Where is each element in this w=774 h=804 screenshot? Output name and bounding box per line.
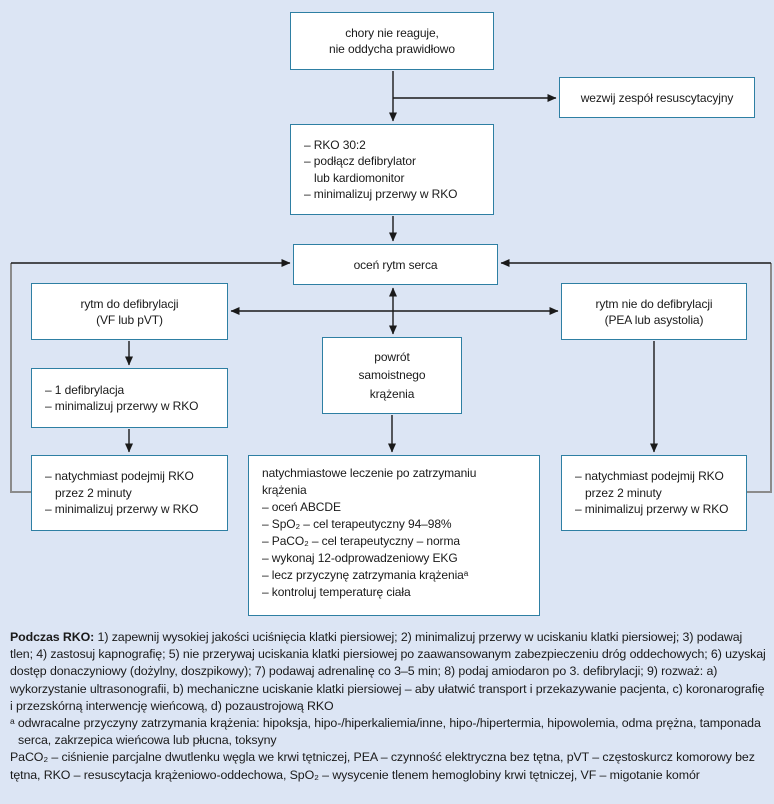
loop-left <box>11 263 31 492</box>
box-label: wezwij zespół resuscytacyjny <box>580 90 734 105</box>
box-start-cpr <box>290 124 494 215</box>
box-line: – RKO 30:2 <box>304 137 366 152</box>
box-resume-cpr-left <box>31 455 228 531</box>
box-line: rytm nie do defibrylacji <box>595 296 713 311</box>
box-non-shockable-rhythm <box>561 283 747 340</box>
notes-block <box>10 629 766 784</box>
box-line: – natychmiast podejmij RKO <box>45 469 194 484</box>
box-line: rytm do defibrylacji <box>80 296 179 311</box>
box-line: krążenia <box>369 386 415 401</box>
box-line: krążenia <box>262 483 307 497</box>
loop-right <box>747 263 771 492</box>
box-line: przez 2 minuty <box>585 485 662 500</box>
box-line: – natychmiast podejmij RKO <box>575 469 724 484</box>
box-line: – minimalizuj przerwy w RKO <box>45 399 199 413</box>
box-line: natychmiastowe leczenie po zatrzymaniu <box>262 466 477 480</box>
box-line: – kontroluj temperaturę ciała <box>262 585 411 599</box>
box-line: – SpO₂ – cel terapeutyczny 94–98% <box>262 517 452 531</box>
box-line: (PEA lub asystolia) <box>604 312 704 327</box>
box-rosc <box>322 337 462 414</box>
box-line: (VF lub pVT) <box>96 312 163 327</box>
box-line: nie oddycha prawidłowo <box>329 42 455 56</box>
box-line: przez 2 minuty <box>55 485 132 500</box>
box-line: chory nie reaguje, <box>345 26 439 40</box>
box-line: lub kardiomonitor <box>314 170 405 185</box>
box-deliver-shock <box>31 368 228 428</box>
box-resume-cpr-right <box>561 455 747 531</box>
reversible-causes-footnote: ᵃ odwracalne przyczyny zatrzymania krążenia: hipoksja, hipo-/hiperkaliemia/inne, hipo-/hipertermia, hipowolemia, odma prężna, tamponada serca, zakrzepica wieńcowa lub płucna, toksyny <box>10 716 761 748</box>
during-cpr-text: 1) zapewnij wysokiej jakości uciśnięcia klatki piersiowej; 2) minimalizuj przerwy w uciskaniu klatki piersiowej; 3) podawaj tlen; 4) zastosuj kapnografię; 5) nie przerywaj uciskania klatki piersiowej po zaawansowanym zabezpieczeniu dróg oddechowych; 6) uzyskaj dostęp donaczyniowy (dożylny, doszpikowy); 7) podawaj adrenalinę co 3–5 min; 8) podaj amiodaron po 3. defibrylacji; 9) rozważ: a) wykorzystanie ultrasonografii, b) mechaniczne uciskanie klatki piersiowej – aby ułatwić transport i przekazywanie pacjenta, c) koronarografię i przezskórną interwencję wieńcową, d) pozaustrojową RKO <box>10 630 766 713</box>
box-post-arrest-care <box>248 455 540 616</box>
box-line: – minimalizuj przerwy w RKO <box>304 187 458 201</box>
box-line: – lecz przyczynę zatrzymania krążeniaᵃ <box>262 568 469 582</box>
box-call-resuscitation-team <box>559 77 755 118</box>
box-line: – 1 defibrylacja <box>45 382 125 397</box>
during-cpr-lead: Podczas RKO: <box>10 630 95 644</box>
box-patient-unresponsive <box>290 12 494 70</box>
box-line: – PaCO₂ – cel terapeutyczny – norma <box>262 534 460 548</box>
during-cpr-note <box>10 629 766 715</box>
box-assess-rhythm <box>293 244 498 285</box>
box-line: powrót <box>374 349 410 364</box>
box-line: – podłącz defibrylator <box>304 154 416 168</box>
box-line: – minimalizuj przerwy w RKO <box>45 502 199 517</box>
box-line: – minimalizuj przerwy w RKO <box>575 502 729 517</box>
box-shockable-rhythm <box>31 283 228 340</box>
box-line: samoistnego <box>358 368 426 383</box>
box-line: – oceń ABCDE <box>262 500 341 514</box>
box-label: oceń rytm serca <box>353 257 438 272</box>
box-line: – wykonaj 12-odprowadzeniowy EKG <box>262 551 458 565</box>
abbreviations-note: PaCO₂ – ciśnienie parcjalne dwutlenku węgla we krwi tętniczej, PEA – czynność elektryczna bez tętna, pVT – częstoskurcz komorowy bez tętna, RKO – resuscytacja krążeniowo-oddechowa, SpO₂ – wysycenie tlenem hemoglobiny krwi tętniczej, VF – migotanie komór <box>10 750 755 782</box>
